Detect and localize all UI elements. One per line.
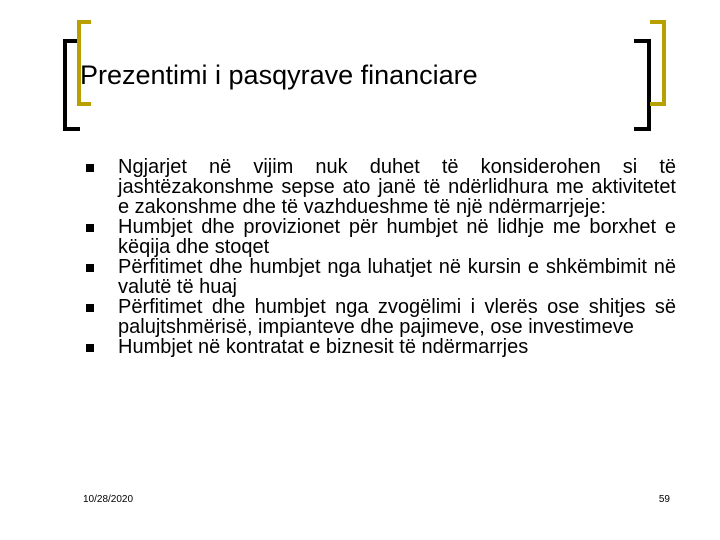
bullet-item-2: [86, 217, 676, 257]
page-number: 59: [658, 494, 670, 505]
bullet-item-4: [86, 297, 676, 337]
square-bullet-icon: [86, 264, 94, 272]
slide-title: Prezentimi i pasqyrave financiare: [80, 60, 478, 90]
bullet-list: [86, 157, 676, 357]
square-bullet-icon: [86, 224, 94, 232]
right-bracket-decoration: [634, 39, 651, 131]
square-bullet-icon: [86, 304, 94, 312]
bullet-text: Përfitimet dhe humbjet nga zvogëlimi i vlerës ose shitjes së palujtshmërisë, impianteve dhe pajimeve, ose investimeve: [118, 296, 676, 338]
right-bracket-accent-decoration: [650, 20, 666, 106]
footer-date: 10/28/2020: [83, 494, 134, 505]
square-bullet-icon: [86, 164, 94, 172]
bullet-item-3: [86, 257, 676, 297]
bullet-text: Humbjet dhe provizionet për humbjet në lidhje me borxhet e këqija dhe stoqet: [118, 216, 676, 258]
bullet-text: Humbjet në kontratat e biznesit të ndërmarrjes: [118, 336, 529, 358]
bullet-text: Përfitimet dhe humbjet nga luhatjet në kursin e shkëmbimit në valutë të huaj: [118, 256, 676, 298]
bullet-text: Ngjarjet në vijim nuk duhet të konsiderohen si të jashtëzakonshme sepse ato janë të ndërlidhura me aktivitetet e zakonshme dhe të vazhdueshme të një ndërmarrjeje:: [118, 156, 676, 218]
square-bullet-icon: [86, 344, 94, 352]
bullet-item-1: [86, 157, 676, 217]
bullet-item-5: [86, 337, 676, 357]
